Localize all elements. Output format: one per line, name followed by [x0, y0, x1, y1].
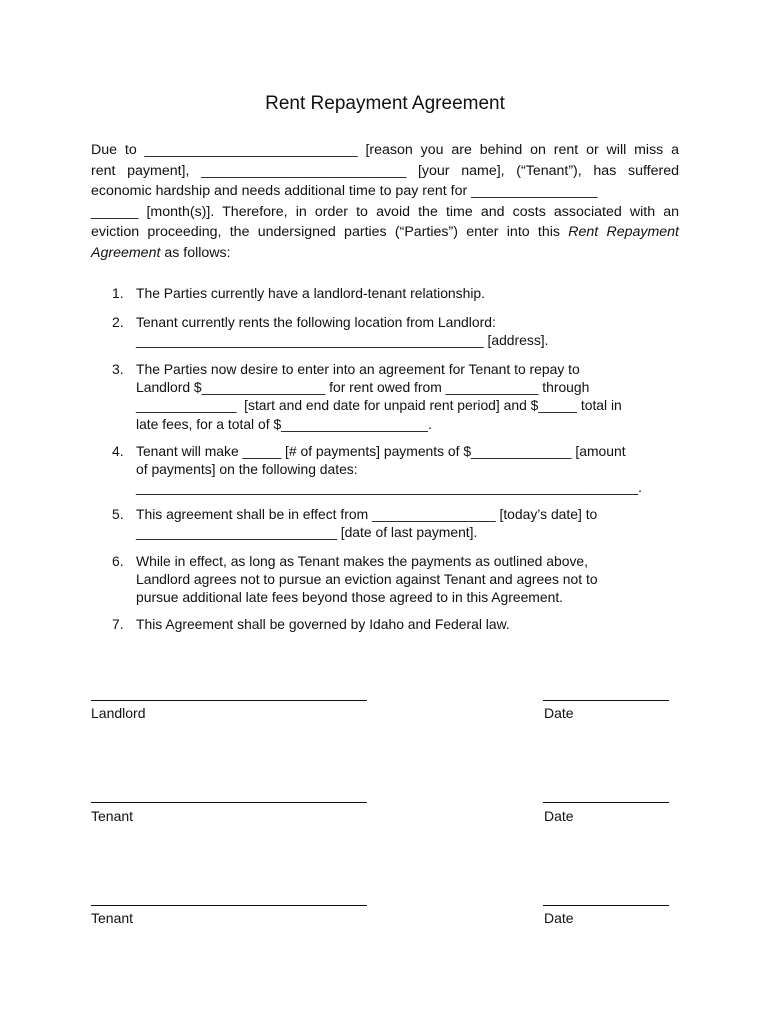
list-line: of payments] on the following dates: [136, 461, 358, 478]
list-number: 3. [112, 361, 124, 377]
intro-line: Due to ___________________________ [reason you are behind on rent or will miss a [91, 142, 679, 158]
intro-line: ______ [month(s)]. Therefore, in order to avoid the time and costs associated with an [91, 203, 679, 220]
list-number: 2. [112, 314, 124, 330]
tenant-signature-line[interactable] [91, 802, 367, 803]
list-line: While in effect, as long as Tenant makes the payments as outlined above, [136, 553, 588, 569]
list-line: Tenant will make _____ [# of payments] payments of $_____________ [amount [136, 443, 626, 459]
list-line: The Parties currently have a landlord-tenant relationship. [136, 285, 486, 301]
intro-paragraph [91, 140, 679, 264]
list-line: Landlord agrees not to pursue an eviction against Tenant and agrees not to [136, 571, 598, 588]
intro-text: eviction proceeding, the undersigned parties (“Parties”) enter into this [91, 224, 569, 241]
tenant-date-line[interactable] [543, 802, 669, 803]
list-item-text [136, 552, 696, 607]
intro-line-last [91, 243, 679, 264]
list-number: 6. [112, 553, 124, 569]
agreement-name-italic: Rent Repayment [568, 224, 680, 241]
intro-line: rent payment], __________________________ [your name], (“Tenant”), has suffered [91, 162, 679, 179]
list-line: This agreement shall be in effect from ________________ [today’s date] to [136, 506, 598, 522]
list-item-text [136, 442, 696, 497]
list-item-text [136, 313, 696, 349]
list-line: _____________________________________________ [address]. [136, 332, 549, 349]
list-line: late fees, for a total of $___________________. [136, 415, 432, 432]
list-number: 7. [112, 616, 124, 632]
list-line: _____________ [start and end date for unpaid rent period] and $_____ total in [136, 397, 622, 414]
list-line: The Parties now desire to enter into an agreement for Tenant to repay to [136, 361, 580, 377]
landlord-signature-line[interactable] [91, 700, 367, 701]
list-line: pursue additional late fees beyond those agreed to in this Agreement. [136, 589, 564, 606]
list-line: This Agreement shall be governed by Idaho and Federal law. [136, 616, 510, 632]
intro-line-with-italic [91, 222, 679, 243]
list-line: Landlord $________________ for rent owed from ____________ through [136, 379, 590, 396]
list-line: Tenant currently rents the following location from Landlord: [136, 314, 496, 330]
tenant-label: Tenant [91, 808, 134, 824]
list-item-text [136, 505, 696, 541]
list-line: _________________________________________________________________. [136, 479, 643, 496]
list-number: 1. [112, 285, 124, 301]
landlord-label: Landlord [91, 705, 146, 721]
date-label: Date [544, 808, 574, 824]
intro-text: as follows: [160, 244, 231, 261]
list-item-text [136, 360, 696, 433]
tenant-label: Tenant [91, 910, 134, 926]
document-title: Rent Repayment Agreement [265, 93, 505, 114]
tenant-date-line[interactable] [543, 905, 669, 906]
landlord-date-line[interactable] [543, 700, 669, 701]
list-item-text [136, 284, 696, 302]
date-label: Date [544, 705, 574, 721]
intro-line: economic hardship and needs additional time to pay rent for ________________ [91, 183, 598, 200]
date-label: Date [544, 910, 574, 926]
agreement-name-italic: Agreement [91, 244, 161, 261]
list-item-text [136, 615, 696, 633]
list-line: __________________________ [date of last payment]. [136, 524, 478, 541]
list-number: 5. [112, 506, 124, 522]
tenant-signature-line[interactable] [91, 905, 367, 906]
list-number: 4. [112, 443, 124, 459]
